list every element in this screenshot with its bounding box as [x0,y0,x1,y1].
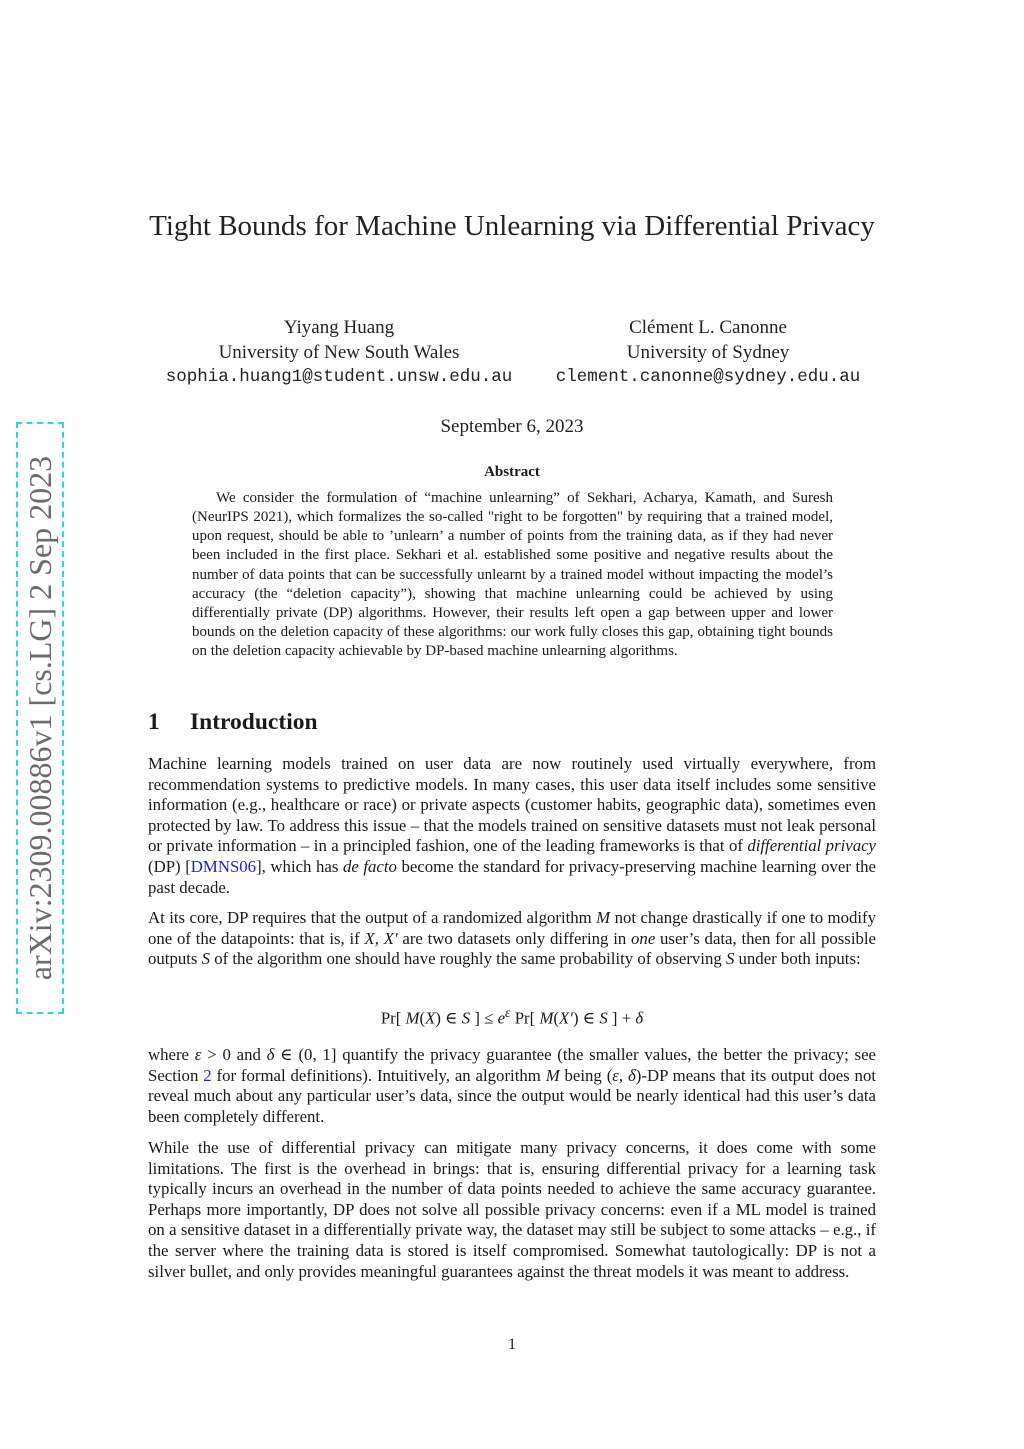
author-email: sophia.huang1@student.unsw.edu.au [165,367,513,387]
author-block-1 [140,316,538,390]
author-affiliation: University of New South Wales [218,341,460,363]
paper-date: September 6, 2023 [440,416,584,437]
abstract-heading: Abstract [484,464,540,480]
citation-link[interactable]: DMNS06 [190,856,257,876]
dp-equation: Pr[ M(X) ∈ S ] ≤ $e^\varepsilon$ Pr[ M(X′) ∈ S ] + δ [380,1006,644,1028]
abstract-text: We consider the formulation of “machine unlearning” of Sekhari, Acharya, Kamath, and Suresh (NeurIPS 2021), which formalizes the so-called "right to be forgotten" by requiring that a trained model, upon request, should be able to ’unlearn’ a number of points from the training data, as if they had never been included in the first place. Sekhari et al. established some positive and negative results about the number of data points that can be successfully unlearnt by a trained model without impacting the model’s accuracy (the “deletion capacity”), showing that machine unlearning could be achieved by using differentially private (DP) algorithms. However, their results left open a gap between upper and lower bounds on the deletion capacity of these algorithms: our work fully closes this gap, obtaining tight bounds on the deletion capacity achievable by DP-based machine unlearning algorithms. [192,490,833,660]
intro-paragraph-1: Machine learning models trained on user data are now routinely used virtually everywhere, from recommendation systems to predictive models. In many cases, this user data itself includes some sensitive information (e.g., healthcare or race) or private aspects (customer habits, geographic data), sometimes even protected by law. To address this issue – that the models trained on sensitive datasets must not leak personal or private information – in a principled fashion, one of the leading frameworks is that of differential privacy (DP) [DMNS06], which has de facto become the standard for privacy-preserving machine learning over the past decade. [148,754,877,897]
arxiv-identifier: arXiv:2309.00886v1 [cs.LG] 2 Sep 2023 [22,455,58,981]
section-reference-link[interactable]: 2 [203,1065,212,1085]
author-email: clement.canonne@sydney.edu.au [555,367,861,387]
author-block-2 [540,316,876,390]
section-number: 1 [148,709,160,735]
author-affiliation: University of Sydney [626,341,790,363]
page-number: 1 [508,1336,516,1353]
paper-title: Tight Bounds for Machine Unlearning via Differential Privacy [149,210,875,242]
intro-paragraph-2: At its core, DP requires that the output of a randomized algorithm M not change drastically if one to modify one of the datapoints: that is, if X, X′ are two datasets only differing in one user’s data, then for all possible outputs S of the algorithm one should have roughly the same probability of observing S under both inputs: [148,908,876,969]
section-title: Introduction [190,709,318,735]
section-heading [148,709,318,736]
author-name: Yiyang Huang [283,317,395,338]
intro-paragraph-4: While the use of differential privacy can mitigate many privacy concerns, it does come with some limitations. The first is the overhead in brings: that is, ensuring differential privacy for a learning task typically incurs an overhead in the number of data points needed to achieve the same accuracy guarantee. Perhaps more importantly, DP does not solve all possible privacy concerns: even if a ML model is trained on a sensitive dataset in a differentially private way, the dataset may still be subject to some attacks – e.g., if the server where the training data is stored is itself compromised. Somewhat tautologically: DP is not a silver bullet, and only provides meaningful guarantees against the threat models it was meant to address. [148,1138,876,1281]
intro-paragraph-3: where ε > 0 and δ ∈ (0, 1] quantify the privacy guarantee (the smaller values, the better the privacy; see Section 2 for formal definitions). Intuitively, an algorithm M being (ε, δ)-DP means that its output does not reveal much about any particular user’s data, since the output would be nearly identical had this user’s data been completely different. [148,1045,876,1126]
author-name: Clément L. Canonne [629,317,787,338]
